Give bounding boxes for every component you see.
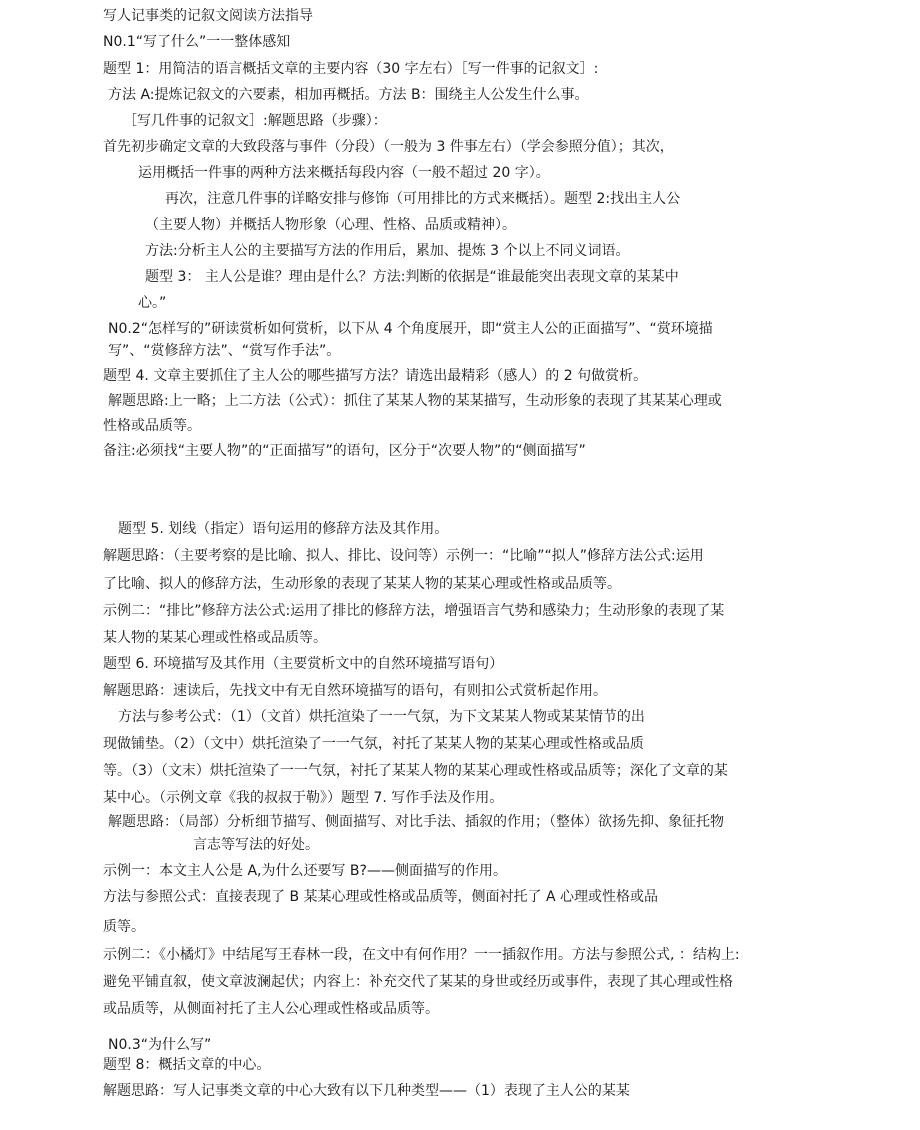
text-line: 示例一：本文主人公是 A,为什么还要写 B?——侧面描写的作用。 [103, 863, 507, 879]
text-line: 运用概括一件事的两种方法来概括每段内容（一般不超过 20 字）。 [138, 165, 550, 181]
text-line: 等。（3）（文末）烘托渲染了一一气氛，衬托了某某人物的某某心理或性格或品质等；深化了文章的某 [103, 763, 728, 779]
text-line: 性格或品质等。 [103, 418, 201, 434]
text-line: 题型 8：概括文章的中心。 [103, 1057, 271, 1073]
text-line: 某中心。（示例文章《我的叔叔于勒》）题型 7. 写作手法及作用。 [103, 790, 504, 806]
text-line: （主要人物）并概括人物形象（心理、性格、品质或精神）。 [145, 217, 516, 233]
text-line: 备注:必须找“主要人物”的“正面描写”的语句，区分于“次要人物”的“侧面描写” [103, 443, 586, 459]
text-line: 题型 6. 环境描写及其作用（主要赏析文中的自然环境描写语句） [103, 656, 504, 672]
text-line: 方法 A:提炼记叙文的六要素，相加再概括。方法 B：围绕主人公发生什么事。 [108, 87, 589, 103]
text-line: 心。” [138, 295, 167, 311]
text-line: 题型 4. 文章主要抓住了主人公的哪些描写方法？请选出最精彩（感人）的 2 句做赏析。 [103, 368, 648, 384]
text-line: 方法与参考公式：（1）（文首）烘托渲染了一一气氛，为下文某某人物或某某情节的出 [118, 709, 645, 725]
text-line: 解题思路:上一略；上二方法（公式）：抓住了某某人物的某某描写，生动形象的表现了其某某心理或 [108, 393, 722, 409]
text-line: 方法:分析主人公的主要描写方法的作用后，累加、提炼 3 个以上不同义词语。 [145, 243, 630, 259]
text-line: 写”、“赏修辞方法”、“赏写作手法”。 [108, 343, 341, 359]
text-line: 题型 5. 划线（指定）语句运用的修辞方法及其作用。 [118, 521, 449, 537]
text-line: 题型 3： 主人公是谁？理由是什么？方法:判断的依据是“谁最能突出表现文章的某某中 [145, 269, 679, 285]
text-line: 质等。 [103, 919, 145, 935]
text-line: 解题思路：速读后，先找文中有无自然环境描写的语句，有则扣公式赏析起作用。 [103, 683, 607, 699]
section-heading: N0.2“怎样写的”研读赏析如何赏析，以下从 4 个角度展开，即“赏主人公的正面描写”、“赏环境描 [108, 321, 713, 337]
text-line: 再次，注意几件事的详略安排与修饰（可用排比的方式来概括）。题型 2:找出主人公 [165, 191, 681, 207]
text-line: 示例二：“排比”修辞方法公式:运用了排比的修辞方法，增强语言气势和感染力；生动形象的表现了某 [103, 603, 725, 619]
text-line: 某人物的某某心理或性格或品质等。 [103, 630, 327, 646]
text-line: 言志等写法的好处。 [193, 837, 319, 853]
text-line: 解题思路：（主要考察的是比喻、拟人、排比、设问等）示例一：“比喻”“拟人”修辞方法公式:运用 [103, 548, 704, 564]
text-line: 题型 1：用简洁的语言概括文章的主要内容（30 字左右）［写一件事的记叙文］: [103, 61, 599, 77]
document-title: 写人记事类的记叙文阅读方法指导 [103, 8, 313, 24]
text-line: 解题思路：写人记事类文章的中心大致有以下几种类型——（1）表现了主人公的某某 [103, 1083, 630, 1099]
text-line: 或品质等，从侧面衬托了主人公心理或性格或品质等。 [103, 1001, 439, 1017]
section-heading: N0.1“写了什么”一一整体感知 [103, 34, 291, 50]
text-line: ［写几件事的记叙文］:解题思路（步骤）： [123, 113, 387, 129]
text-line: 方法与参照公式：直接表现了 B 某某心理或性格或品质等，侧面衬托了 A 心理或性格或品 [103, 889, 658, 905]
section-heading: N0.3“为什么写” [108, 1037, 212, 1053]
text-line: 了比喻、拟人的修辞方法，生动形象的表现了某某人物的某某心理或性格或品质等。 [103, 576, 621, 592]
text-line: 首先初步确定文章的大致段落与事件（分段）（一般为 3 件事左右）（学会参照分值）；其次， [103, 139, 674, 155]
text-line: 解题思路：（局部）分析细节描写、侧面描写、对比手法、插叙的作用；（整体）欲扬先抑、象征托物 [108, 814, 724, 830]
text-line: 现做铺垫。（2）（文中）烘托渲染了一一气氛，衬托了某某人物的某某心理或性格或品质 [103, 736, 644, 752]
text-line: 示例二：《小橘灯》中结尾写王春林一段，在文中有何作用？一一插叙作用。方法与参照公式, ：结构上: [103, 947, 740, 963]
text-line: 避免平铺直叙，使文章波澜起伏；内容上：补充交代了某某的身世或经历或事件，表现了其心理或性格 [103, 974, 733, 990]
